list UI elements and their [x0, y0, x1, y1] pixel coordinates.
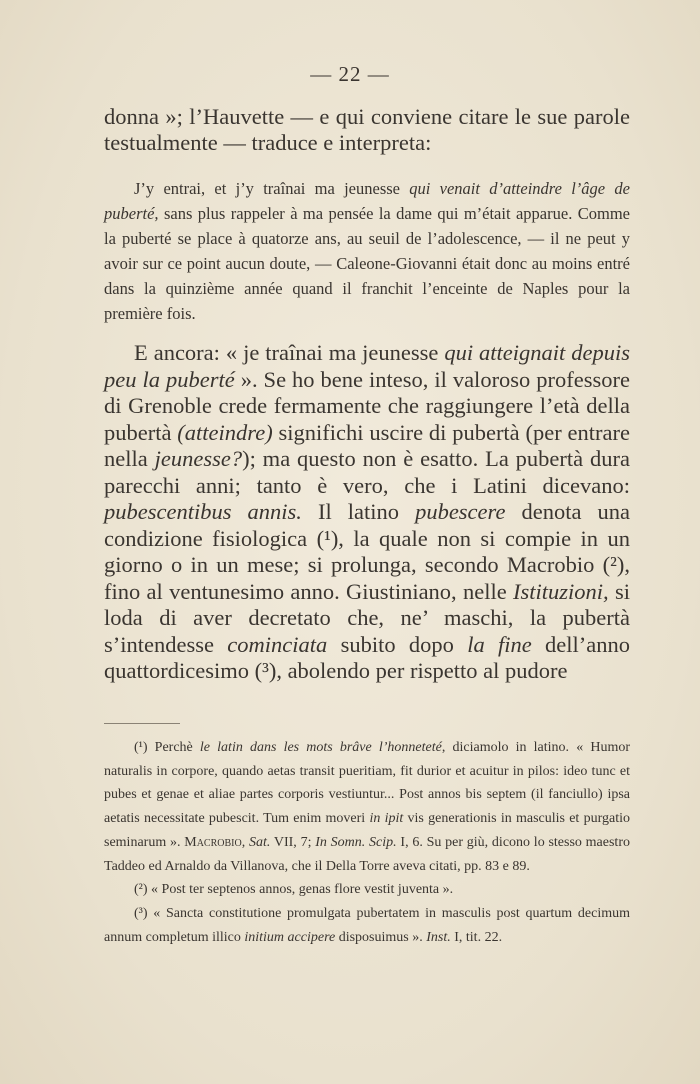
main-text: subito dopo	[327, 631, 468, 657]
footnote-text: I, 6. Su per giù, dicono lo stesso maestro Taddeo ed Arnaldo da Villanova, che il Della Torre aveva citati, pp. 83 e 89.	[104, 834, 630, 874]
footnote-mark: (¹)	[134, 740, 148, 755]
main-text: ». Se ho bene inteso, il valoroso professore di Grenoble crede fermamente che raggiungere l’età della pubertà	[104, 366, 631, 445]
footnote-text: vis generationis in masculis et purgatio seminarum ».	[104, 811, 630, 850]
footnote-text: VII, 7;	[270, 834, 316, 850]
footnote-italic: in ipit	[369, 811, 404, 827]
main-italic: cominciata	[227, 631, 328, 657]
main-text: Il latino	[301, 499, 416, 524]
footnote-text: ,	[241, 834, 249, 850]
footnote-italic: Inst.	[426, 929, 451, 945]
intro-paragraph	[104, 104, 630, 156]
footnote-text: disposuimus ».	[335, 929, 427, 945]
footnote-text: Perchè	[147, 740, 200, 755]
page-number: — 22 —	[310, 62, 390, 86]
footnote-text: « Post ter septenos annos, genas flore vestit juventa ».	[147, 882, 454, 898]
main-text: denota una condizione fisiologica (¹), la quale non si compie in un giorno o in un mese; si prolunga, secondo Macrobio (²), fino al ventunesimo anno. Giustiniano, nelle	[104, 499, 631, 604]
main-italic: (atteindre)	[177, 419, 273, 445]
main-text: E ancora: « je traînai ma jeunesse	[134, 340, 445, 365]
main-italic: Istituzioni,	[513, 578, 609, 604]
footnote-text: « Sancta constitutione promulgata pubertatem in masculis post quartum decimum annum completum illico	[104, 905, 630, 945]
footnote-mark: (³)	[134, 905, 148, 921]
main-text: significhi uscire di pubertà (per entrare nella	[104, 419, 630, 471]
main-text: si loda di aver decretato che, ne’ maschi, la pubertà s’intendesse	[104, 578, 630, 657]
main-italic: qui atteignait depuis peu la puberté	[104, 340, 630, 392]
main-italic: pubescentibus annis.	[104, 499, 302, 524]
footnote-mark: (²)	[134, 882, 148, 898]
footnotes	[104, 736, 630, 949]
footnote-2	[104, 878, 630, 902]
footnote-1	[104, 736, 630, 878]
footnote-3	[104, 902, 630, 949]
main-italic: jeunesse?	[154, 446, 243, 471]
footnote-text: , diciamolo in latino. « Humor naturalis in corpore, quando aetas transit pueritiam, fit durior et acuitur in pilos: ideo tunc et pubes et genae et aliae partes corporis vestiuntur... Post annos bis septem (il fanciullo) ipsa aetatis necessitate pubescit. Tum enim moveri	[104, 740, 631, 827]
main-text: dell’anno quattordicesimo (³), abolendo per rispetto al pudore	[104, 631, 631, 683]
quote-text: J’y entrai, et j’y traînai ma jeunesse	[134, 179, 410, 198]
footnote-author: Macrobio	[184, 834, 242, 850]
main-italic: pubescere	[415, 499, 506, 524]
footnote-text: I, tit. 22.	[450, 929, 503, 945]
intro-text: donna »; l’Hauvette — e qui conviene citare le sue parole testualmente — traduce e interpreta:	[104, 104, 630, 155]
footnote-italic: le latin dans les mots brâve l’honneteté	[199, 740, 442, 755]
main-text: ); ma questo non è esatto. La pubertà dura parecchi anni; tanto è vero, che i Latini dicevano:	[104, 446, 630, 498]
footnote-italic: Sat.	[248, 834, 271, 850]
quote-text: sans plus rappeler à ma pensée la dame qui m’était apparue. Comme la puberté se place à quatorze ans, au seuil de l’adolescence, — il ne peut y avoir sur ce point aucun doute, — Caleone-Giovanni était donc au moins entré dans la quinzième année quand il franchit l’enceinte de Naples pour la première fois.	[104, 204, 630, 323]
quote-italic: qui venait d’atteindre l’âge de puberté,	[104, 179, 630, 223]
footnote-divider	[104, 723, 180, 724]
main-paragraph	[104, 340, 630, 685]
quote-paragraph	[104, 176, 630, 326]
footnote-italic: In Somn. Scip.	[315, 834, 397, 850]
main-italic: la fine	[467, 631, 532, 657]
footnote-italic: initium accipere	[244, 929, 336, 945]
